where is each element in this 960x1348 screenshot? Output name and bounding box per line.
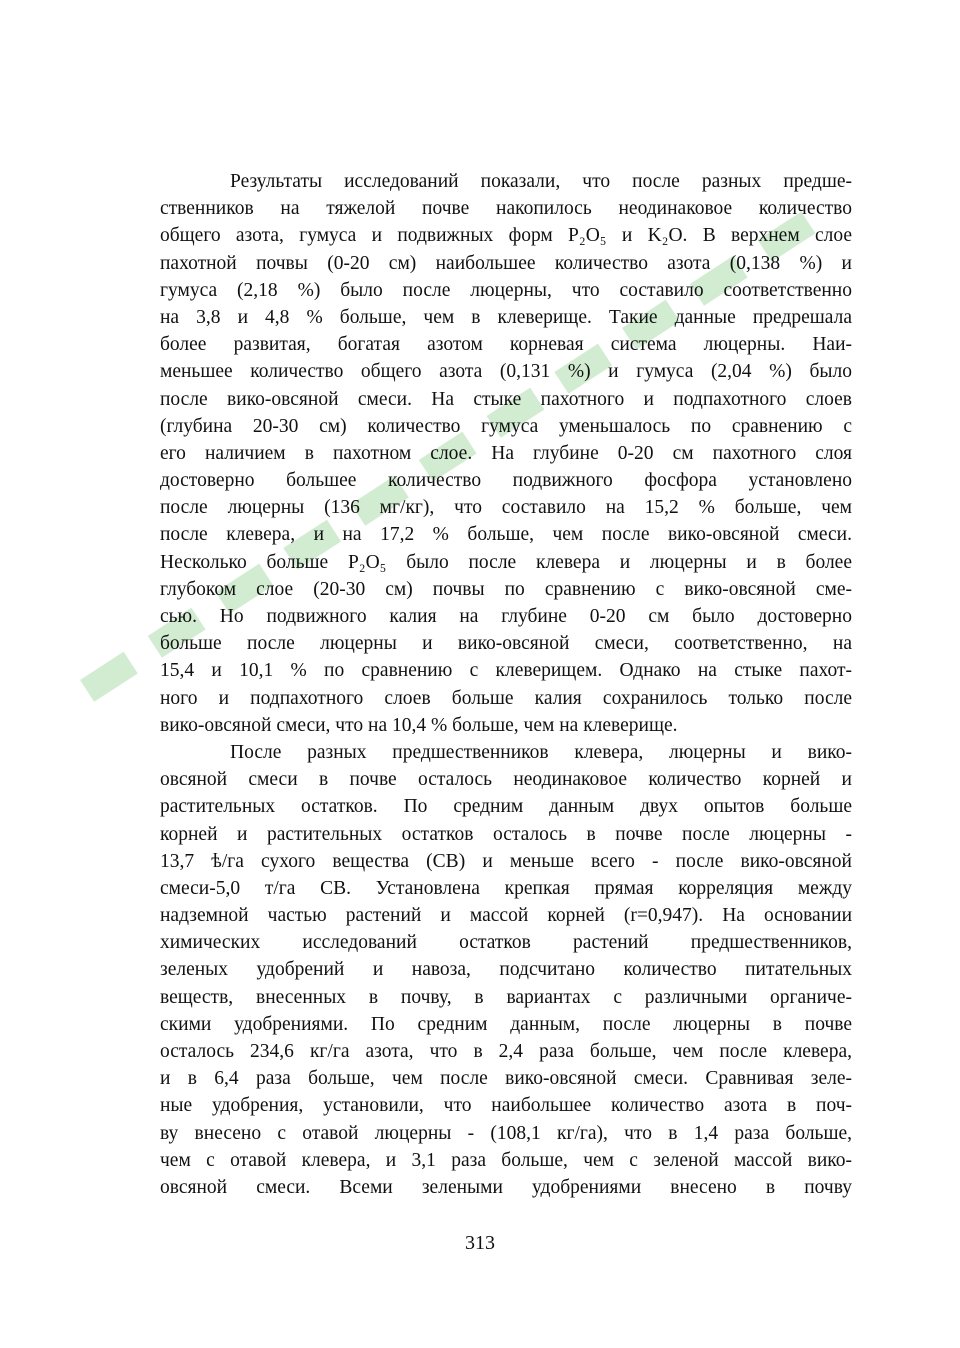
paragraph-2 xyxy=(160,739,852,1201)
text-line: 13,7 ѣ/га сухого вещества (СВ) и меньше всего - после вико-овсяной xyxy=(160,850,852,872)
text-line: зеленых удобрений и навоза, подсчитано количество питательных xyxy=(160,959,852,981)
text-line: 15,4 и 10,1 % по сравнению с клеверищем. Однако на стыке пахот- xyxy=(160,660,852,682)
text-line: чем с отавой клевера, и 3,1 раза больше, чем с зеленой массой вико- xyxy=(160,1149,852,1171)
paragraph-1 xyxy=(160,168,852,739)
text-line: (глубина 20-30 см) количество гумуса уменьшалось по сравнению с xyxy=(160,415,852,437)
text-line: после клевера, и на 17,2 % больше, чем после вико-овсяной смеси. xyxy=(160,524,852,546)
text-line: сью. Но подвижного калия на глубине 0-20 см было достоверно xyxy=(160,606,852,627)
text-line: химических исследований остатков растений предшественников, xyxy=(160,932,852,954)
body-text xyxy=(160,168,852,1201)
text-line: Результаты исследований показали, что после разных предше- xyxy=(230,171,852,192)
text-line: более развитая, богатая азотом корневая система люцерны. Наи- xyxy=(160,334,852,356)
text-line: после вико-овсяной смеси. На стыке пахотного и подпахотного слоев xyxy=(160,388,852,410)
text-line: достоверно большее количество подвижного фосфора установлено xyxy=(160,470,852,492)
text-line: после люцерны (136 мг/кг), что составило на 15,2 % больше, чем xyxy=(160,497,852,519)
text-line: ву внесено с отавой люцерны - (108,1 кг/га), что в 1,4 раза больше, xyxy=(160,1122,852,1144)
text-line: больше после люцерны и вико-овсяной смеси, соответственно, на xyxy=(160,633,852,655)
text-line: глубоком слое (20-30 см) почвы по сравнению с вико-овсяной сме- xyxy=(160,578,852,600)
page-number: 313 xyxy=(465,1232,495,1254)
text-line: растительных остатков. По средним данным двух опытов больше xyxy=(160,796,852,818)
text-line: осталось 234,6 кг/га азота, что в 2,4 раза больше, чем после клевера, xyxy=(160,1041,852,1062)
text-line: Несколько больше P₂O₅ было после клевера и люцерны и в более xyxy=(160,551,852,573)
text-line: и в 6,4 раза больше, чем после вико-овсяной смеси. Сравнивая зеле- xyxy=(160,1068,852,1090)
text-line: скими удобрениями. По средним данным, после люцерны в почве xyxy=(160,1013,852,1035)
text-line: ного и подпахотного слоев больше калия сохранилось только после xyxy=(160,687,852,709)
text-line: смеси-5,0 т/га СВ. Установлена крепкая прямая корреляция между xyxy=(160,877,852,899)
text-line: После разных предшественников клевера, люцерны и вико- xyxy=(230,741,852,763)
text-line: на 3,8 и 4,8 % больше, чем в клеверище. Такие данные предрешала xyxy=(160,306,852,328)
text-line: вико-овсяной смеси, что на 10,4 % больше, чем на клеверище. xyxy=(160,714,678,736)
text-line: ственников на тяжелой почве накопилось неодинаковое количество xyxy=(160,198,852,220)
text-line: овсяной смеси. Всеми зелеными удобрениями внесено в почву xyxy=(160,1176,852,1198)
text-line: пахотной почвы (0-20 см) наибольшее количество азота (0,138 %) и xyxy=(160,252,852,274)
text-line: гумуса (2,18 %) было после люцерны, что составило соответственно xyxy=(160,279,852,301)
text-line: меньшее количество общего азота (0,131 %) и гумуса (2,04 %) было xyxy=(160,361,852,383)
text-line: овсяной смеси в почве осталось неодинаковое количество корней и xyxy=(160,769,852,791)
text-line: его наличием в пахотном слое. На глубине 0-20 см пахотного слоя xyxy=(160,442,852,464)
text-line: ные удобрения, установили, что наибольшее количество азота в поч- xyxy=(160,1095,852,1117)
text-line: веществ, внесенных в почву, в вариантах с различными органиче- xyxy=(160,986,852,1008)
text-line: корней и растительных остатков осталось в почве после люцерны - xyxy=(160,823,852,845)
text-line: общего азота, гумуса и подвижных форм P₂O₅ и K₂O. В верхнем слое xyxy=(160,225,852,247)
text-line: надземной частью растений и массой корней (r=0,947). На основании xyxy=(160,905,852,927)
